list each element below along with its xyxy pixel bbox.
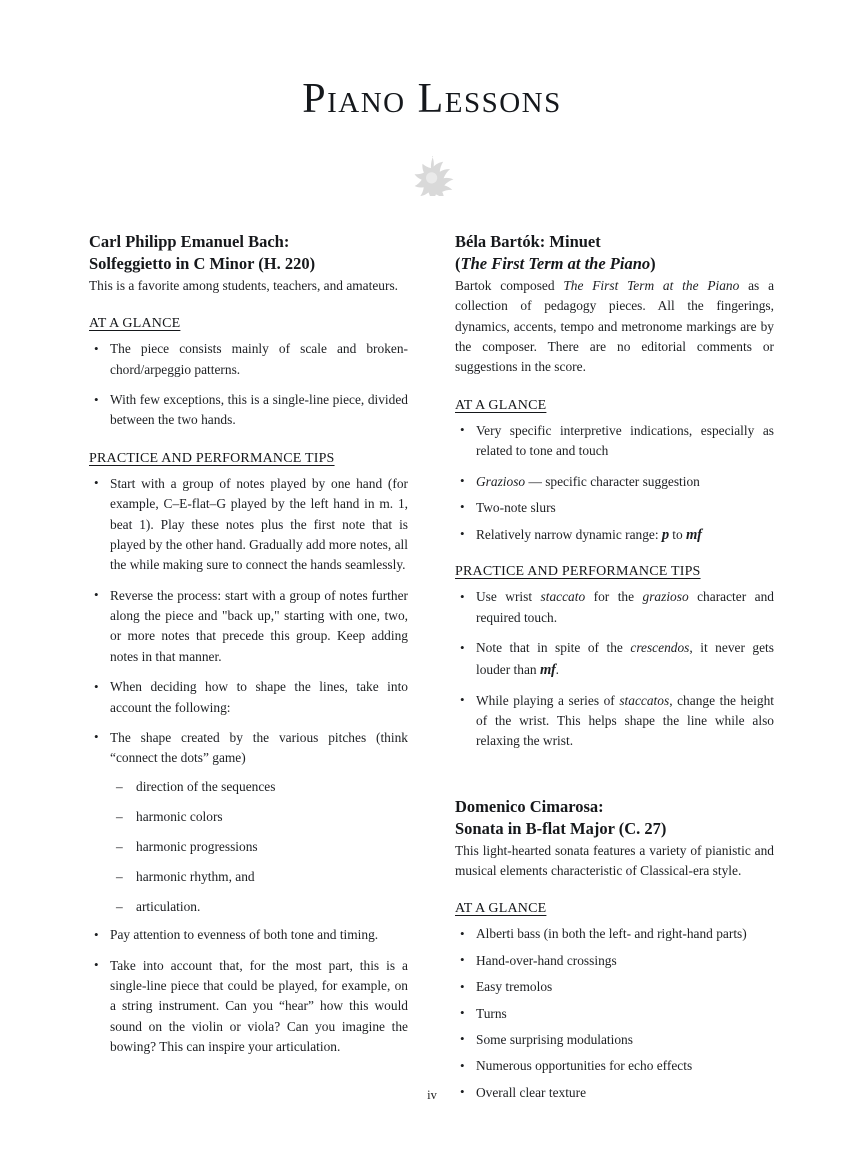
piece-intro-bartok [455,276,774,378]
list-item: • Pay attention to evenness of both tone and timing. [89,925,408,945]
list-item: • Alberti bass (in both the left- and right-hand parts) [455,924,774,944]
piece-bartok [455,231,774,752]
list-item: • The piece consists mainly of scale and broken-chord/arpeggio patterns. [89,339,408,380]
piece-heading-line2: Solfeggietto in C Minor (H. 220) [89,253,316,273]
piece-cimarosa [455,796,774,1103]
piece-heading-line1: Béla Bartók: Minuet [455,232,601,251]
list-item: • Reverse the process: start with a group of notes further along the piece and "back up," starting with one, two, or more notes that precede this group. Keep adding notes in that manner. [89,586,408,668]
at-a-glance-list-bach [89,339,408,431]
list-item [89,728,408,917]
tip-2-mid: , it never gets louder than [476,640,774,677]
piece-heading-line2: Sonata in B-flat Major (C. 27) [455,818,667,838]
right-column [455,231,774,1109]
piece-intro-bach: This is a favorite among students, teachers, and amateurs. [89,277,399,293]
tips-list-bach [89,474,408,1058]
list-item [455,691,774,752]
tip-2-post: . [555,661,559,677]
tip-1-pre: Use wrist [476,589,541,605]
list-item: – articulation. [110,897,408,917]
floral-ornament-icon [0,152,864,196]
glance-4-pre: Relatively narrow dynamic range: [476,527,662,543]
tip-2-pre: Note that in spite of the [476,640,631,656]
list-item: • With few exceptions, this is a single-line piece, divided between the two hands. [89,390,408,431]
term-crescendos: crescendos [630,640,690,656]
at-a-glance-list-bartok [455,421,774,547]
list-item: • Start with a group of notes played by one hand (for example, C–E-flat–G played by the left hand in m. 1, beat 1). Play these notes plus the first note that is played by the other hand. Gradually add more notes, all the while making sure to connect the hands seamlessly. [89,474,408,576]
list-item [455,587,774,628]
list-item [455,524,774,546]
term-staccato: staccato [540,589,586,605]
piece-heading-bach [89,231,408,275]
list-item: • Numerous opportunities for echo effects [455,1056,774,1076]
term-staccatos: staccatos [619,692,670,708]
piece-heading-cimarosa [455,796,774,840]
term-grazioso: grazioso [642,589,689,605]
glance-2-rest: — specific character suggestion [525,473,700,489]
list-item [455,472,774,492]
piece-heading-paren-open: ( [455,253,461,273]
term-grazioso: Grazioso [476,473,526,489]
shape-subitem-list [110,777,408,918]
tips-heading-bach: PRACTICE AND PERFORMANCE TIPS [89,450,335,466]
tip-1-mid: for the [585,589,643,605]
piece-heading-work-title: The First Term at the Piano [460,253,651,273]
dynamic-mezzoforte: mf [539,661,556,678]
intro-part1: Bartok composed [455,277,564,293]
page-title: Piano Lessons [302,76,562,122]
tip-1-post: character and required touch. [476,589,774,625]
intro-work-title: The First Term at the Piano [563,277,740,293]
at-a-glance-heading-bach: AT A GLANCE [89,316,181,332]
tips-heading-bartok: PRACTICE AND PERFORMANCE TIPS [455,564,701,580]
piece-intro-cimarosa: This light-hearted sonata features a variety of pianistic and musical elements characteristic of Classical-era style. [455,842,774,879]
tip-3-pre: While playing a series of [476,692,620,708]
tip-3-post: , change the height of the wrist. This helps shape the line while also relaxing the wrist. [476,692,774,749]
shape-bullet-text: The shape created by the various pitches (think “connect the dots” game) [110,729,408,766]
list-item: • Easy tremolos [455,977,774,997]
list-item: • Some surprising modulations [455,1030,774,1050]
list-item [455,638,774,681]
list-item: • Two-note slurs [455,498,774,518]
two-column-body [89,231,775,1109]
title-block [0,78,864,120]
dynamic-mezzoforte: mf [686,527,702,544]
left-column [89,231,408,1109]
list-item: – harmonic colors [110,807,408,827]
piece-heading-bartok [455,231,774,275]
intro-part2: as a collection of pedagogy pieces. All the fingerings, dynamics, accents, tempo and metronome markings are by the composer. There are no editorial comments or suggestions in the score. [455,277,775,375]
list-item: • Overall clear texture [455,1083,774,1103]
list-item: • Hand-over-hand crossings [455,951,774,971]
at-a-glance-heading-bartok: AT A GLANCE [455,397,547,413]
piece-heading-line1: Carl Philipp Emanuel Bach: [89,232,290,251]
list-item: – direction of the sequences [110,777,408,797]
tips-list-bartok [455,587,774,751]
list-item: • When deciding how to shape the lines, take into account the following: [89,677,408,718]
glance-4-mid: to [668,527,687,543]
at-a-glance-list-cimarosa [455,924,774,1103]
dynamic-piano: p [661,527,669,544]
piece-heading-line1: Domenico Cimarosa: [455,796,604,816]
list-item: • Very specific interpretive indications, especially as related to tone and touch [455,421,774,462]
list-item: – harmonic rhythm, and [110,867,408,887]
list-item: • Take into account that, for the most part, this is a single-line piece that could be played, for example, on a string instrument. Can you “hear” how this would sound on the violin or viola? Can you imagine the bowing? This can inspire your articulation. [89,956,408,1058]
list-item: – harmonic progressions [110,837,408,857]
page-number: iv [427,1088,437,1102]
piece-heading-paren-close: ) [650,253,656,273]
piece-bach [89,231,408,1057]
list-item: • Turns [455,1004,774,1024]
at-a-glance-heading-cimarosa: AT A GLANCE [455,901,547,917]
